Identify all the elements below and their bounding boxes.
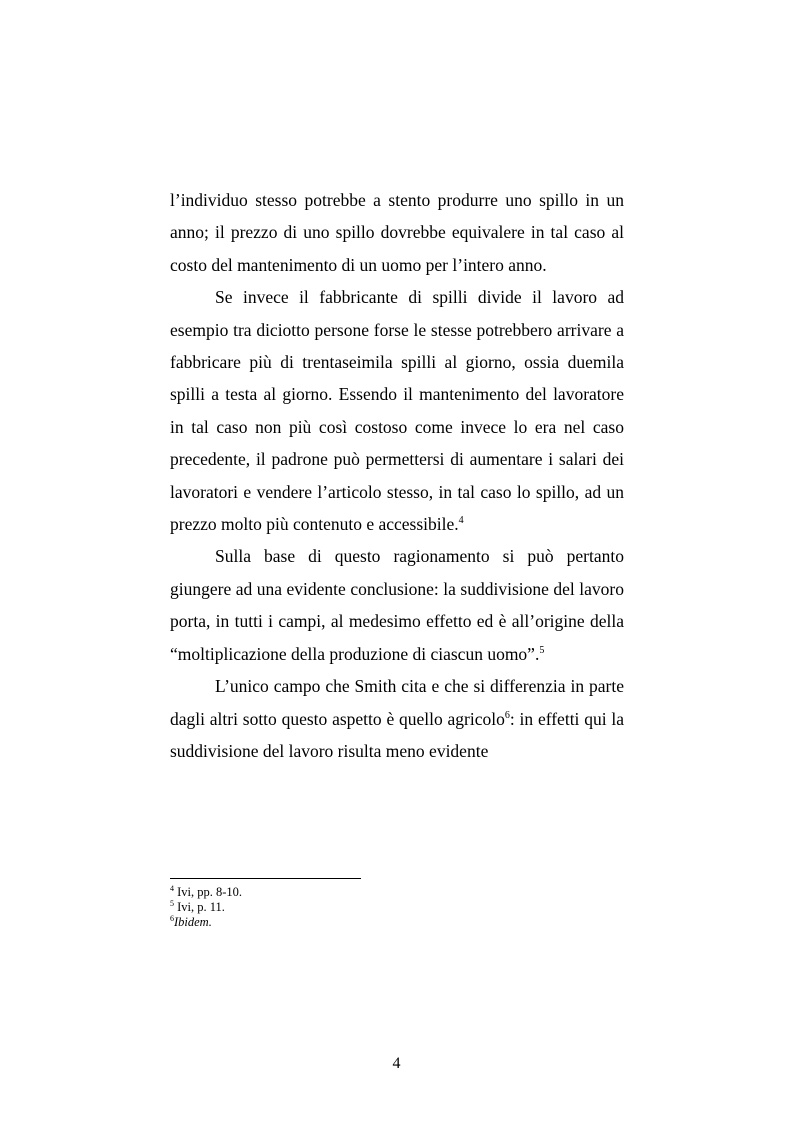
footnote-number: 5 [170,899,174,908]
footnote-number: 6 [170,914,174,923]
paragraph-4-text-end: : in effetti qui la suddivisione del lavoro risulta meno evidente [170,708,624,761]
footnote-text: Ibidem. [174,915,212,929]
footnote-divider [170,878,361,879]
paragraph-1-text: l’individuo stesso potrebbe a stento produrre uno spillo in un anno; il prezzo di uno spillo dovrebbe equivalere in tal caso al costo del mantenimento di un uomo per l’intero anno. [170,190,624,275]
paragraph-2-text: Se invece il fabbricante di spilli divide il lavoro ad esempio tra diciotto persone forse le stesse potrebbero arrivare a fabbricare più di trentaseimila spilli al giorno, ossia duemila spilli a testa al giorno. Essendo il mantenimento del lavoratore in tal caso non più così costoso come invece lo era nel caso precedente, il padrone può permettersi di aumentare i salari dei lavoratori e vendere l’articolo stesso, in tal caso lo spillo, ad un prezzo molto più contenuto e accessibile. [170,287,624,535]
paragraph-4-text-start: L’unico campo che Smith cita e che si differenzia in parte dagli altri sotto questo aspetto è quello agricolo [170,676,624,729]
main-text [170,184,624,767]
footnote-6 [170,915,624,930]
footnote-text: Ivi, pp. 8-10. [174,885,243,899]
footnote-5 [170,900,624,915]
paragraph-1 [170,184,624,281]
paragraph-3-text: Sulla base di questo ragionamento si può pertanto giungere ad una evidente conclusione: la suddivisione del lavoro porta, in tutti i campi, al medesimo effetto ed è all’origine della “moltiplicazione della produzione di ciascun uomo”. [170,546,624,664]
paragraph-4 [170,670,624,767]
footnote-ref-4: 4 [458,515,464,527]
footnotes [170,885,624,930]
paragraph-3 [170,540,624,670]
footnote-ref-5: 5 [539,644,545,656]
footnote-text: Ivi, p. 11. [174,900,225,914]
paragraph-2 [170,281,624,540]
page-number: 4 [392,1055,401,1072]
footnote-ref-6: 6 [504,709,510,721]
footnote-number: 4 [170,884,174,893]
footnote-4 [170,885,624,900]
